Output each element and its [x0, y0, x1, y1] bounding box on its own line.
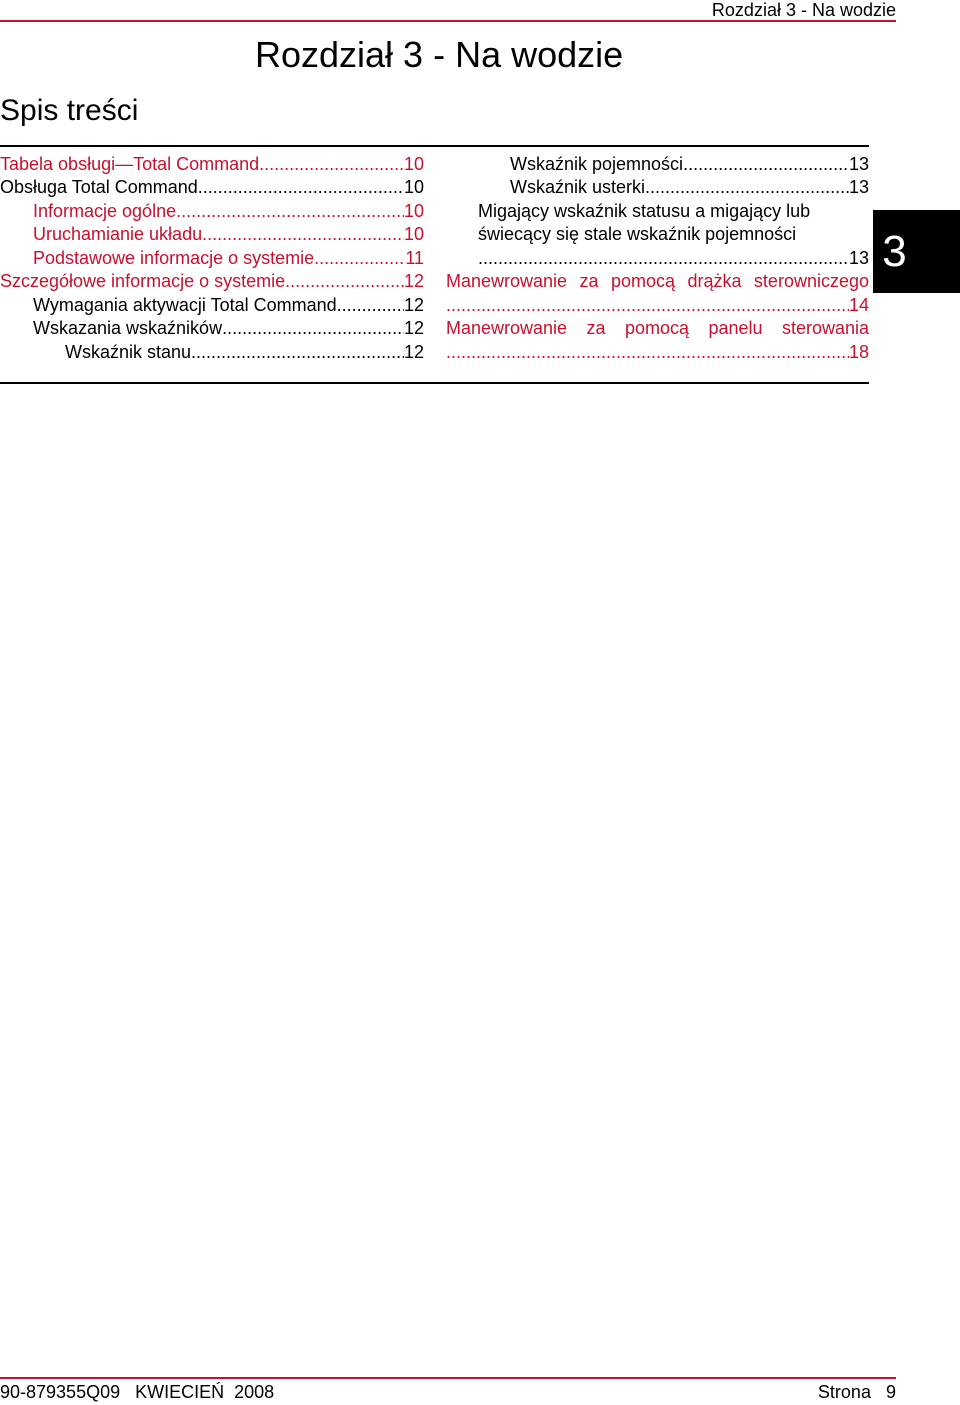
toc-heading: Spis treści: [0, 94, 139, 127]
footer-date: KWIECIEŃ 2008: [135, 1382, 275, 1402]
toc-entry-page: 14: [848, 295, 869, 315]
footer-page: [818, 1382, 896, 1403]
toc-entry-page: 12: [403, 295, 424, 315]
toc-entry-total-command-operation[interactable]: [0, 176, 424, 199]
toc-entry-title: Uruchamianie układu: [33, 224, 203, 244]
toc-entry-control-table[interactable]: [0, 153, 424, 176]
header-rule: [0, 20, 896, 22]
toc-entry-page: 12: [403, 342, 424, 362]
toc-entry-page: 13: [848, 154, 869, 174]
toc-entry-title: Informacje ogólne: [33, 201, 177, 221]
toc-entry-page: 13: [848, 248, 869, 268]
toc-entry-page: 10: [403, 224, 424, 244]
toc-entry-blinking-line2[interactable]: świecący się stale wskaźnik pojemności: [478, 224, 797, 244]
footer-page-label: Strona: [817, 1382, 871, 1402]
toc-entry-basic-system-info[interactable]: [33, 247, 424, 270]
toc-entry-joystick-title[interactable]: Manewrowanie za pomocą drążka sterowniczego: [446, 271, 869, 291]
footer-rule: [0, 1377, 896, 1379]
running-header: Rozdział 3 - Na wodzie: [711, 0, 896, 20]
toc-entry-joystick-page-line[interactable]: [446, 294, 869, 317]
toc-entry-title: Tabela obsługi—Total Command: [0, 154, 260, 174]
toc-entry-status-indicator[interactable]: [65, 341, 424, 364]
toc-entry-title: Wskazania wskaźników: [33, 318, 223, 338]
chapter-tab: 3: [873, 210, 960, 293]
toc-entry-page: 10: [403, 177, 424, 197]
toc-entry-title: Wskaźnik usterki: [510, 177, 646, 197]
toc-entry-page: 10: [403, 201, 424, 221]
toc-entry-title: Wskaźnik stanu: [65, 342, 192, 362]
toc-entry-general-info[interactable]: [33, 200, 424, 223]
toc-entry-fault-indicator[interactable]: [510, 176, 869, 199]
toc-entry-activation-requirements[interactable]: [33, 294, 424, 317]
toc-rule-bottom: [0, 382, 869, 384]
toc-rule-top: [0, 145, 869, 147]
toc-entry-title: Wymagania aktywacji Total Command: [33, 295, 337, 315]
toc-entry-title: Obsługa Total Command: [0, 177, 198, 197]
toc-entry-helm-panel-title[interactable]: Manewrowanie za pomocą panelu sterowania: [446, 318, 869, 338]
toc-entry-helm-panel-page-line[interactable]: [446, 341, 869, 364]
toc-entry-page: 12: [403, 271, 424, 291]
toc-entry-page: 11: [405, 248, 424, 268]
toc-entry-blinking-line1[interactable]: Migający wskaźnik statusu a migający lub: [478, 201, 811, 221]
toc-entry-title: Wskaźnik pojemności: [510, 154, 684, 174]
toc-entry-page: 12: [403, 318, 424, 338]
toc-entry-page: 13: [848, 177, 869, 197]
toc-entry-title: Szczegółowe informacje o systemie: [0, 271, 286, 291]
toc-entry-page: 18: [848, 342, 869, 362]
footer-page-number: 9: [885, 1382, 896, 1402]
toc-entry-blinking-page-line[interactable]: [478, 247, 869, 270]
footer-doc-number: 90-879355Q09: [0, 1382, 121, 1402]
toc-entry-title: Podstawowe informacje o systemie: [33, 248, 315, 268]
toc-entry-page: 10: [403, 154, 424, 174]
toc-entry-capacity-indicator[interactable]: [510, 153, 869, 176]
toc-entry-indicator-readings[interactable]: [33, 317, 424, 340]
toc-entry-system-startup[interactable]: [33, 223, 424, 246]
footer-doc-info: [0, 1382, 274, 1403]
chapter-title: Rozdział 3 - Na wodzie: [255, 34, 624, 75]
toc-entry-detailed-system-info[interactable]: [0, 270, 424, 293]
